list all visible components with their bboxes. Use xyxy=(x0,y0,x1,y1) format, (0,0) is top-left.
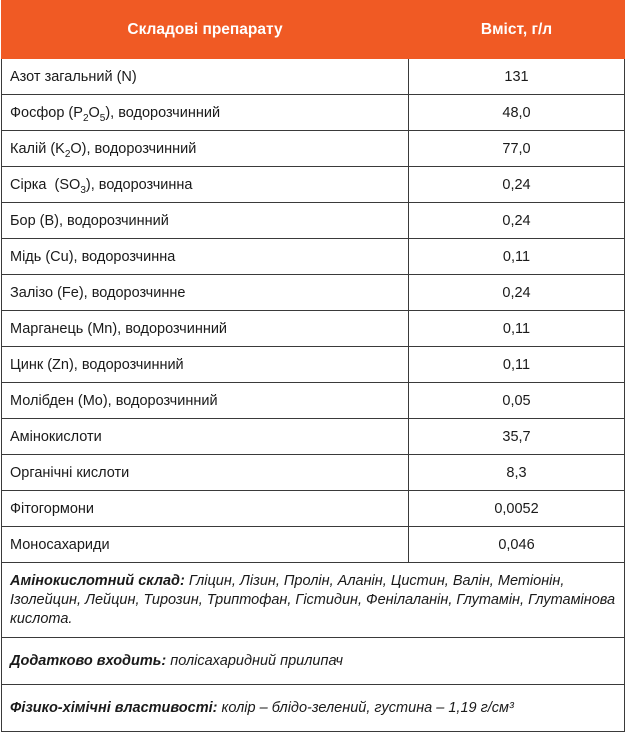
row-value: 0,24 xyxy=(409,275,625,311)
row-label: Бор (B), водорозчинний xyxy=(2,203,409,239)
row-value: 0,24 xyxy=(409,203,625,239)
composition-table xyxy=(1,0,625,732)
row-value: 0,11 xyxy=(409,239,625,275)
amino-composition-note xyxy=(2,563,625,638)
row-value: 0,24 xyxy=(409,167,625,203)
row-label: Молібден (Mo), водорозчинний xyxy=(2,383,409,419)
table-row xyxy=(2,131,625,167)
table-row xyxy=(2,239,625,275)
table-header xyxy=(2,1,625,59)
row-value: 35,7 xyxy=(409,419,625,455)
properties-text: колір – блідо-зелений, густина – 1,19 г/см³ xyxy=(217,699,514,716)
table-row xyxy=(2,275,625,311)
row-value: 8,3 xyxy=(409,455,625,491)
table-row xyxy=(2,419,625,455)
row-label: Залізо (Fe), водорозчинне xyxy=(2,275,409,311)
row-value: 0,0052 xyxy=(409,491,625,527)
table-row xyxy=(2,311,625,347)
row-value: 48,0 xyxy=(409,95,625,131)
row-label: Марганець (Mn), водорозчинний xyxy=(2,311,409,347)
row-label: Цинк (Zn), водорозчинний xyxy=(2,347,409,383)
row-label: Фітогормони xyxy=(2,491,409,527)
row-value: 0,11 xyxy=(409,311,625,347)
row-label: Калій $(K_2O)$, водорозчинний xyxy=(2,131,409,167)
row-value: 0,11 xyxy=(409,347,625,383)
table-row xyxy=(2,527,625,563)
row-label: Амінокислоти xyxy=(2,419,409,455)
row-label: Сірка $(SO_3)$, водорозчинна xyxy=(2,167,409,203)
table-row xyxy=(2,383,625,419)
row-label: Органічні кислоти xyxy=(2,455,409,491)
header-components: Складові препарату xyxy=(2,1,409,59)
table-row xyxy=(2,347,625,383)
amino-composition-text: Гліцин, Лізин, Пролін, Аланін, Цистин, Валін, Метіонін, Ізолейцин, Лейцин, Тирозин, Триптофан, Гістидин, Фенілаланін, Глутамін, Глутамінова кислота. xyxy=(10,572,616,627)
additional-note xyxy=(2,638,625,685)
row-label: Фосфор $(P_2O_5)$, водорозчинний xyxy=(2,95,409,131)
additional-row xyxy=(2,638,625,685)
table-row xyxy=(2,203,625,239)
properties-note xyxy=(2,685,625,732)
table-row xyxy=(2,491,625,527)
row-label: Моносахариди xyxy=(2,527,409,563)
table-row xyxy=(2,95,625,131)
row-value: 0,046 xyxy=(409,527,625,563)
row-label: Азот загальний (N) xyxy=(2,59,409,95)
table-row xyxy=(2,455,625,491)
amino-composition-row xyxy=(2,563,625,638)
properties-row xyxy=(2,685,625,732)
additional-text: полісахаридний прилипач xyxy=(166,652,344,669)
amino-composition-title: Амінокислотний склад: xyxy=(10,572,185,589)
table-row xyxy=(2,167,625,203)
row-value: 0,05 xyxy=(409,383,625,419)
table-row xyxy=(2,59,625,95)
header-content: Вміст, г/л xyxy=(409,1,625,59)
row-value: 77,0 xyxy=(409,131,625,167)
properties-title: Фізико-хімічні властивості: xyxy=(10,699,218,716)
row-label: Мідь (Cu), водорозчинна xyxy=(2,239,409,275)
additional-title: Додатково входить: xyxy=(10,652,167,669)
row-value: 131 xyxy=(409,59,625,95)
